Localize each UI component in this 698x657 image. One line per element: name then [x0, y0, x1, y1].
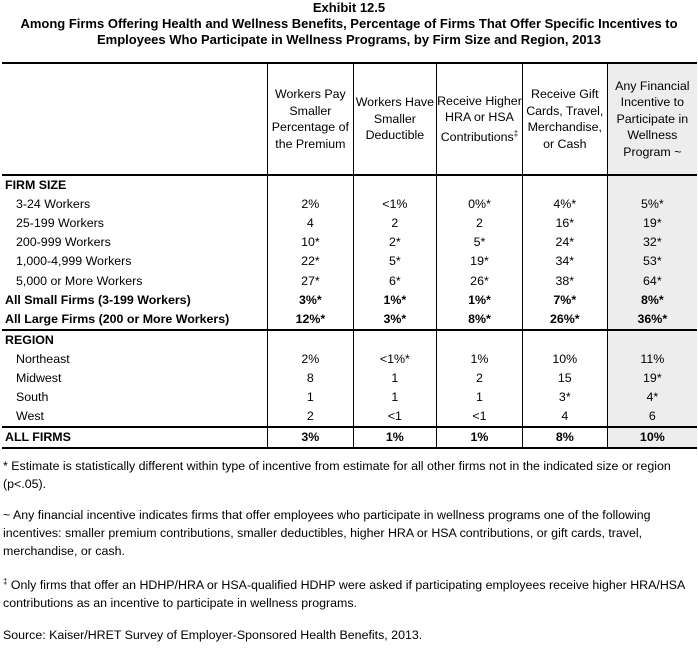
cell: 2 — [437, 214, 523, 233]
cell: 26%* — [522, 310, 607, 330]
cell: 22* — [268, 252, 354, 271]
row-label: West — [16, 409, 44, 424]
row-label: 1,000-4,999 Workers — [16, 254, 132, 269]
table-row — [2, 214, 697, 233]
cell: 5%* — [607, 195, 697, 214]
cell: 6 — [607, 407, 697, 427]
cell: 6* — [353, 271, 436, 290]
footnote-hdhp-text: Only firms that offer an HDHP/HRA or HSA-qualified HDHP were asked if participating employees receive higher HRA/HSA contributions as an incentive to participate in wellness programs. — [3, 578, 685, 611]
title-line-1: Among Firms Offering Health and Wellness Benefits, Percentage of Firms That Offer Specific Incentives to — [20, 16, 678, 31]
table-row — [2, 407, 697, 427]
table-row — [2, 195, 697, 214]
cell: 2* — [353, 233, 436, 252]
table-row — [2, 388, 697, 407]
exhibit-number: Exhibit 12.5 — [312, 0, 386, 15]
table-row — [2, 233, 697, 252]
double-dagger-mark: ‡ — [513, 128, 519, 138]
table-row — [2, 350, 697, 369]
cell: 1 — [353, 388, 436, 407]
exhibit-title — [0, 0, 698, 48]
cell: 8%* — [437, 310, 523, 330]
cell: 19* — [607, 369, 697, 388]
cell: 1 — [437, 388, 523, 407]
row-label: All Small Firms (3-199 Workers) — [5, 292, 191, 307]
cell: 4 — [522, 407, 607, 427]
cell: 1% — [353, 427, 436, 448]
row-label: Midwest — [16, 370, 62, 385]
table-row — [2, 271, 697, 290]
section-row-firm-size — [2, 175, 697, 195]
cell: 2 — [268, 407, 354, 427]
row-label: Northeast — [16, 351, 70, 366]
col-header-gift-cards: Receive Gift Cards, Travel, Merchandise, or Cash — [522, 63, 607, 175]
col-header-any-incentive: Any Financial Incentive to Participate in Wellness Program ~ — [607, 63, 697, 175]
cell: 2% — [268, 350, 354, 369]
table-row-all-firms — [2, 427, 697, 448]
cell: 38* — [522, 271, 607, 290]
cell: 8% — [522, 427, 607, 448]
table-row-all-large — [2, 310, 697, 330]
row-label: 200-999 Workers — [16, 235, 111, 250]
table-row — [2, 369, 697, 388]
title-line-2: Employees Who Participate in Wellness Programs, by Firm Size and Region, 2013 — [96, 32, 602, 47]
cell: 8%* — [607, 291, 697, 310]
cell: 0%* — [437, 195, 523, 214]
section-row-region — [2, 330, 697, 350]
footnote-hdhp — [3, 573, 693, 612]
cell: 3%* — [353, 310, 436, 330]
row-label: South — [16, 390, 49, 405]
header-blank — [2, 63, 268, 175]
cell: 3* — [522, 388, 607, 407]
cell: <1% — [353, 195, 436, 214]
row-label: ALL FIRMS — [2, 427, 268, 448]
cell: 10* — [268, 233, 354, 252]
col-header-higher-hra-hsa — [437, 63, 523, 175]
cell: 24* — [522, 233, 607, 252]
cell: 15 — [522, 369, 607, 388]
cell: <1 — [437, 407, 523, 427]
cell: 11% — [607, 350, 697, 369]
cell: 2 — [353, 214, 436, 233]
cell: 4%* — [522, 195, 607, 214]
footnote-significance: * Estimate is statistically different within type of incentive from estimate for all other firms not in the indicated size or region (p<.05). — [3, 459, 671, 491]
table-row-all-small — [2, 291, 697, 310]
row-label: 3-24 Workers — [16, 197, 91, 212]
cell: <1 — [353, 407, 436, 427]
row-label: 25-199 Workers — [16, 216, 104, 231]
cell: 36%* — [607, 310, 697, 330]
cell: 10% — [522, 350, 607, 369]
table-row — [2, 252, 697, 271]
row-label: 5,000 or More Workers — [16, 273, 143, 288]
cell: 1% — [437, 427, 523, 448]
cell: 8 — [268, 369, 354, 388]
cell: 3% — [268, 427, 354, 448]
col-header-higher-hra-hsa-text: Receive Higher HRA or HSA Contributions — [437, 93, 522, 144]
section-label: FIRM SIZE — [5, 178, 67, 193]
cell: 26* — [437, 271, 523, 290]
cell: 19* — [607, 214, 697, 233]
cell: 32* — [607, 233, 697, 252]
cell: 2% — [268, 195, 354, 214]
cell: 4* — [607, 388, 697, 407]
col-header-smaller-deductible: Workers Have Smaller Deductible — [353, 63, 436, 175]
cell: 19* — [437, 252, 523, 271]
cell: 3%* — [268, 291, 354, 310]
cell: 5* — [353, 252, 436, 271]
cell: 4 — [268, 214, 354, 233]
cell: 12%* — [268, 310, 354, 330]
cell: 1%* — [437, 291, 523, 310]
row-label: All Large Firms (200 or More Workers) — [5, 311, 230, 326]
cell: 1% — [437, 350, 523, 369]
cell: 1 — [268, 388, 354, 407]
cell: 27* — [268, 271, 354, 290]
col-header-smaller-premium: Workers Pay Smaller Percentage of the Premium — [268, 63, 354, 175]
incentives-table — [2, 62, 697, 449]
source-line: Source: Kaiser/HRET Survey of Employer-Sponsored Health Benefits, 2013. — [3, 628, 423, 643]
cell: 2 — [437, 369, 523, 388]
cell: 53* — [607, 252, 697, 271]
cell: 16* — [522, 214, 607, 233]
cell: 64* — [607, 271, 697, 290]
cell: <1%* — [353, 350, 436, 369]
footnotes — [3, 457, 693, 657]
cell: 7%* — [522, 291, 607, 310]
footnote-any-incentive: ~ Any financial incentive indicates firms that offer employees who participate in wellness programs one of the following incentives: smaller premium contributions, smaller deductibles, higher HRA or HSA contributions, or gift cards, travel, merchandise, or cash. — [3, 508, 651, 558]
double-dagger-mark: ‡ — [3, 577, 8, 586]
cell: 1 — [353, 369, 436, 388]
cell: 10% — [607, 427, 697, 448]
cell: 1%* — [353, 291, 436, 310]
cell: 5* — [437, 233, 523, 252]
section-label: REGION — [2, 330, 268, 350]
cell: 34* — [522, 252, 607, 271]
